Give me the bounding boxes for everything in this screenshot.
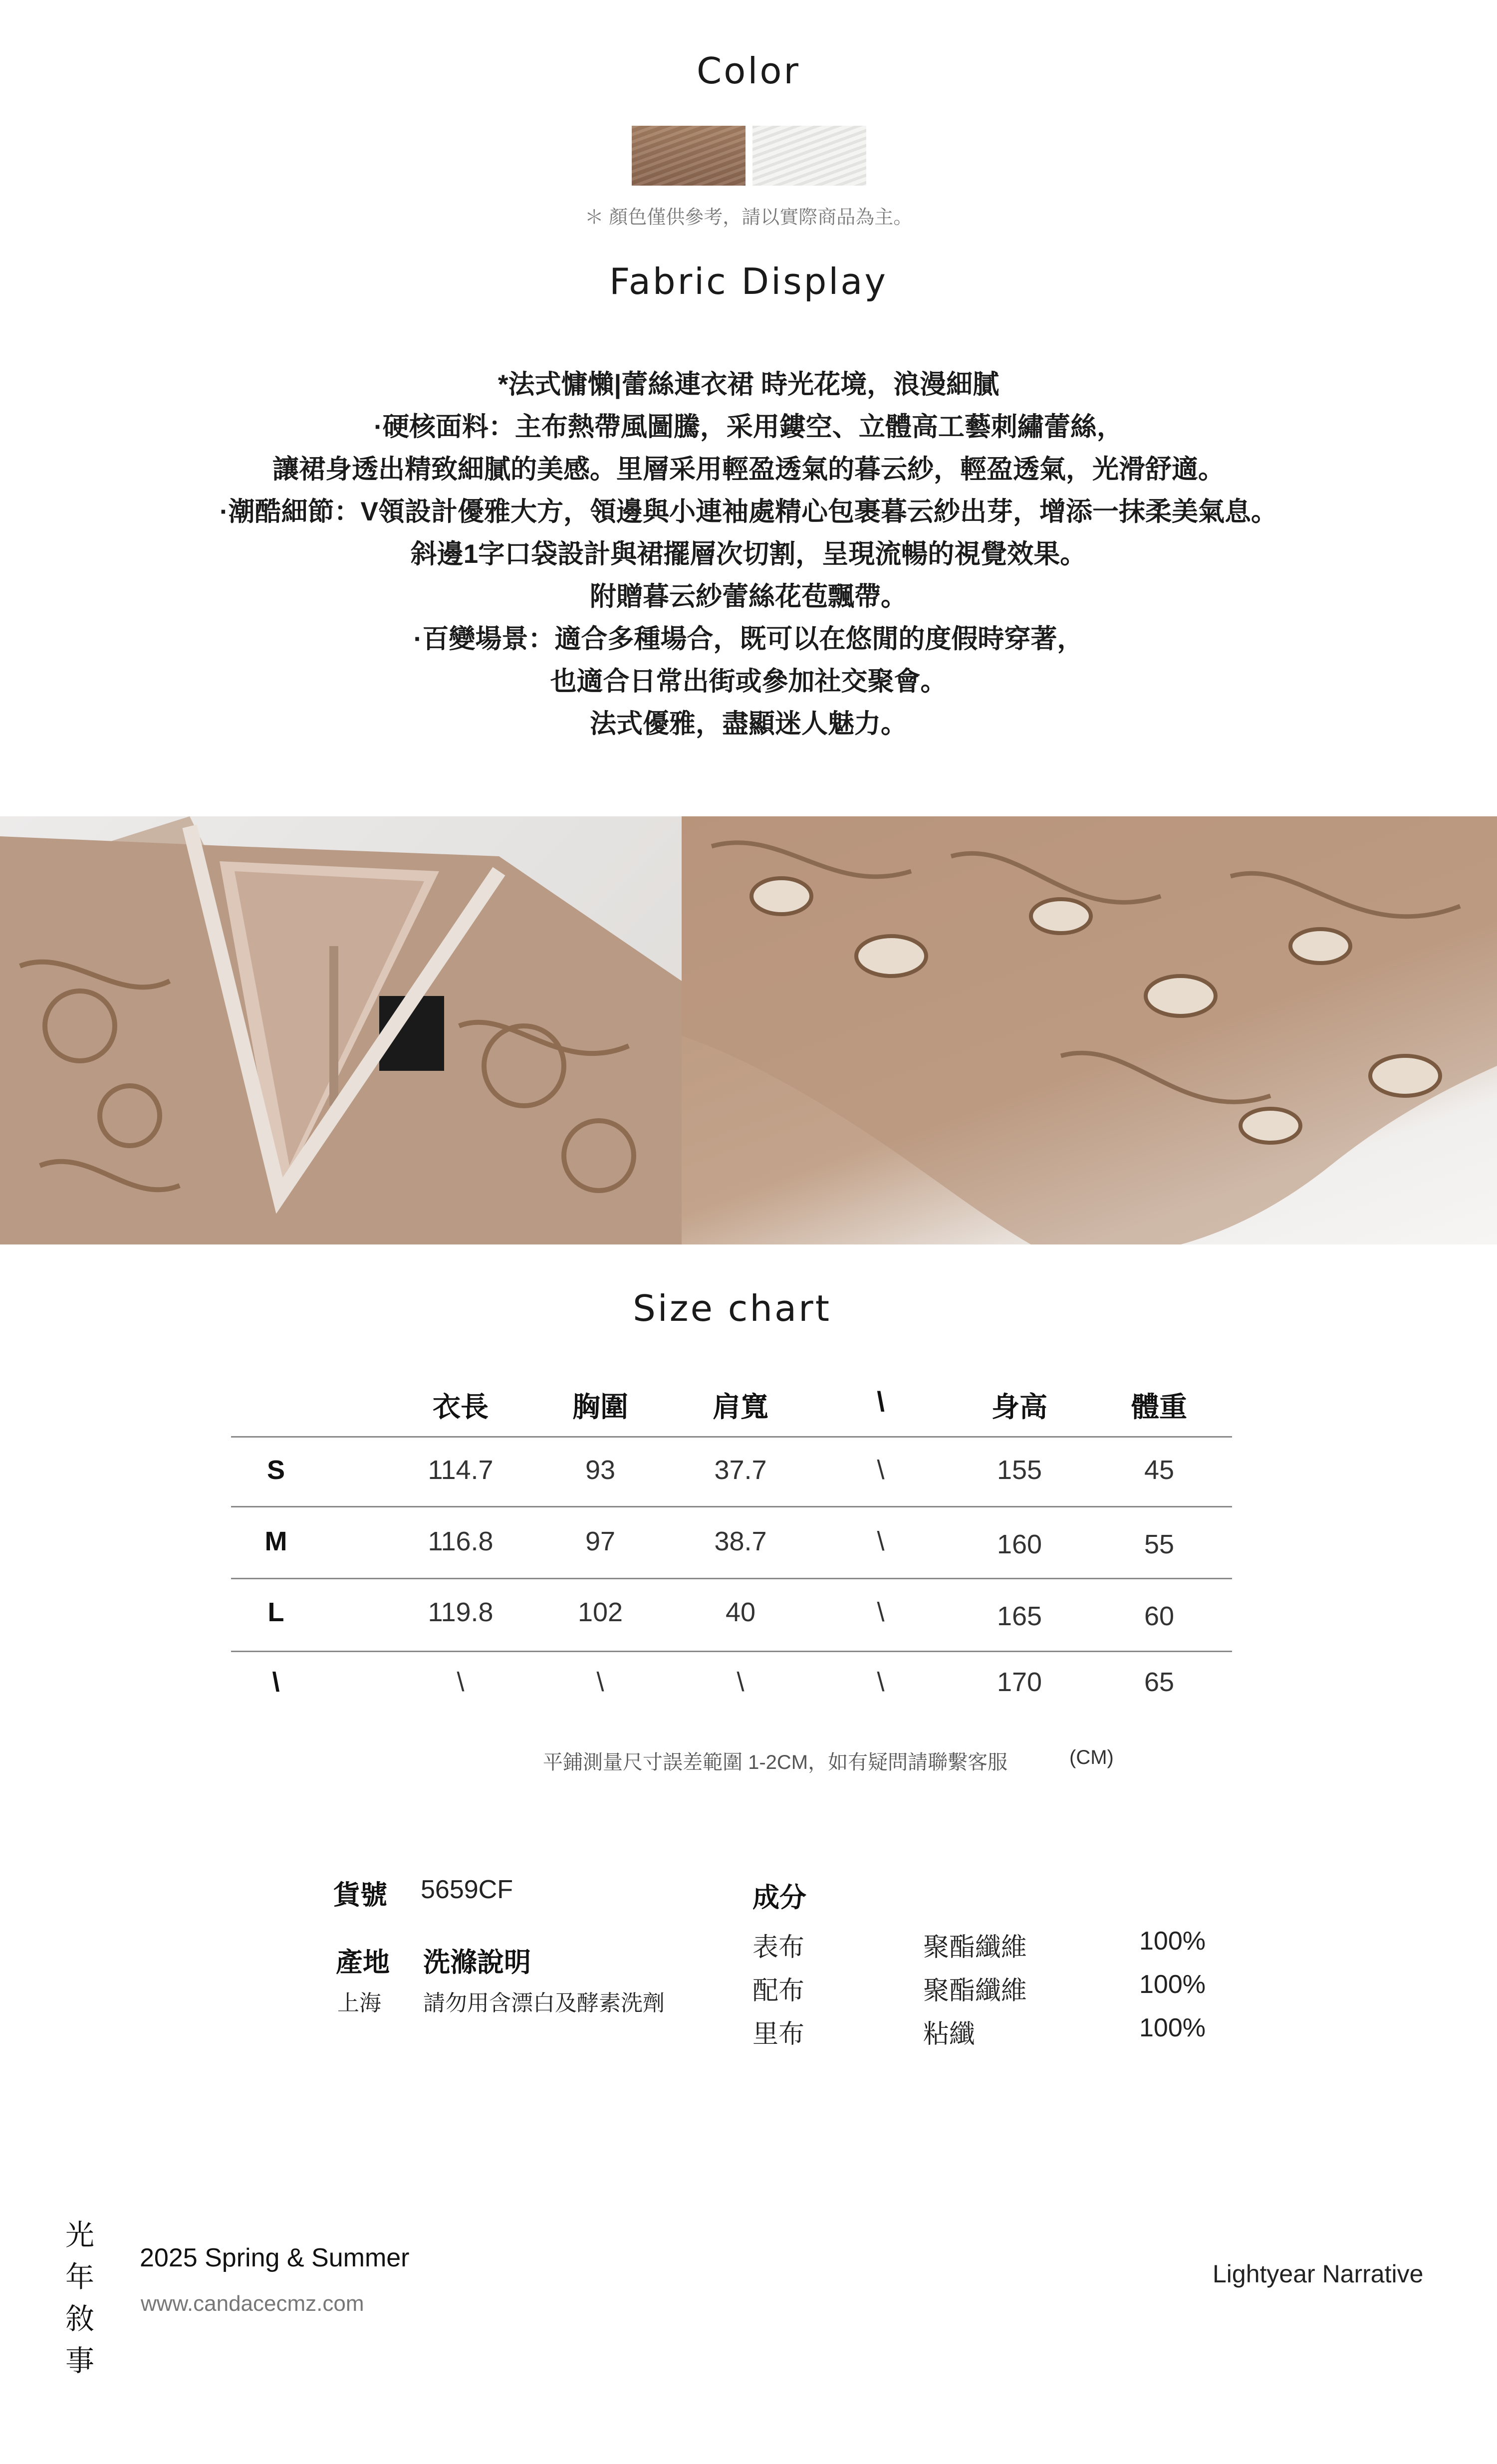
dress-neckline-photo [0, 816, 682, 1244]
dress-hem-photo [682, 816, 1497, 1244]
fabric-line: 也適合日常出街或參加社交聚會。 [550, 667, 947, 696]
size-cell: 65 [1144, 1667, 1175, 1697]
size-header: 體重 [1131, 1391, 1187, 1423]
composition-part: 里布 [752, 2020, 805, 2049]
size-cell: 38.7 [714, 1526, 767, 1556]
wash-label: 洗滌說明 [423, 1948, 531, 1977]
color-note: ＊ 顏色僅供參考，請以實際商品為主。 [584, 207, 913, 228]
size-header: 胸圍 [572, 1391, 628, 1423]
size-cell: 97 [585, 1526, 616, 1556]
size-cell: 170 [997, 1667, 1042, 1697]
size-label: \ [272, 1667, 280, 1697]
fabric-line: 讓裙身透出精致細膩的美感。里層采用輕盈透氣的暮云紗，輕盈透氣，光滑舒適。 [272, 455, 1225, 484]
color-swatch-white[interactable] [752, 126, 866, 186]
item-no-value: 5659CF [421, 1875, 513, 1904]
size-cell: \ [877, 1667, 885, 1697]
size-label: L [267, 1597, 284, 1627]
wash-value: 請勿用含漂白及酵素洗劑 [423, 1991, 665, 2015]
composition-label: 成分 [752, 1883, 806, 1913]
size-label: S [266, 1455, 285, 1485]
size-header: 肩寬 [713, 1391, 768, 1423]
size-cell: 37.7 [714, 1455, 767, 1485]
origin-label: 產地 [336, 1948, 390, 1977]
size-cell: 40 [725, 1597, 756, 1627]
fabric-line: *法式慵懶|蕾絲連衣裙 時光花境，浪漫細膩 [498, 370, 999, 399]
size-cell: 119.8 [428, 1597, 494, 1627]
origin-value: 上海 [337, 1991, 381, 2015]
fabric-description [0, 363, 1497, 745]
size-cell: \ [457, 1667, 465, 1697]
size-cell: 60 [1144, 1601, 1175, 1631]
fabric-line: ·百變場景：適合多種場合，既可以在悠閒的度假時穿著， [413, 624, 1084, 654]
brand-vertical-text [65, 2215, 95, 2382]
composition-part: 配布 [752, 1976, 805, 2005]
size-header: 衣長 [433, 1391, 489, 1423]
composition-material: 粘纖 [923, 2020, 976, 2049]
size-chart-note: 平鋪測量尺寸誤差範圍 1-2CM，如有疑問請聯繫客服 [543, 1751, 1008, 1773]
item-no-label: 貨號 [333, 1880, 387, 1910]
size-cell: \ [877, 1597, 885, 1627]
brand-char: 事 [65, 2345, 94, 2377]
size-cell: 165 [997, 1601, 1042, 1631]
fabric-line: 斜邊1字口袋設計與裙擺層次切割，呈現流暢的視覺效果。 [410, 539, 1087, 569]
color-swatch-taupe[interactable] [632, 126, 746, 186]
size-cell: 93 [585, 1455, 616, 1485]
fabric-line: 附贈暮云紗蕾絲花苞飄帶。 [590, 582, 907, 611]
fabric-line: ·潮酷細節：V領設計優雅大方，領邊與小連袖處精心包裹暮云紗出芽，增添一抹柔美氣息。 [220, 497, 1277, 526]
size-header: 身高 [992, 1391, 1047, 1423]
size-cell: \ [737, 1667, 745, 1697]
brand-char: 光 [65, 2219, 94, 2251]
size-cell: 155 [997, 1455, 1042, 1485]
size-cell: 55 [1144, 1529, 1175, 1559]
composition-percent: 100% [1139, 1927, 1206, 1956]
color-title: Color [697, 50, 800, 92]
size-chart-title: Size chart [633, 1287, 831, 1329]
size-cell: 45 [1144, 1455, 1175, 1485]
brand-char: 敘 [65, 2303, 94, 2335]
brand-char: 年 [65, 2261, 94, 2293]
size-cell: \ [877, 1455, 885, 1485]
table-divider [231, 1578, 1232, 1579]
website-link[interactable]: www.candacecmz.com [141, 2291, 364, 2316]
size-cell: \ [596, 1667, 604, 1697]
size-cell: 160 [997, 1529, 1042, 1559]
size-cell: 102 [577, 1597, 623, 1627]
composition-material: 聚酯纖維 [923, 1976, 1027, 2005]
composition-material: 聚酯纖維 [923, 1933, 1027, 1962]
size-chart-unit: (CM) [1069, 1746, 1114, 1768]
season-text: 2025 Spring & Summer [140, 2243, 410, 2272]
size-cell: \ [877, 1526, 885, 1556]
table-divider [231, 1506, 1232, 1507]
size-cell: 114.7 [428, 1455, 494, 1485]
table-divider [231, 1436, 1232, 1438]
fabric-line: ·硬核面料：主布熱帶風圖騰，采用鏤空、立體高工藝刺繡蕾絲， [374, 412, 1123, 442]
table-divider [231, 1651, 1232, 1652]
brand-english-name: Lightyear Narrative [1213, 2260, 1424, 2288]
fabric-line: 法式優雅，盡顯迷人魅力。 [590, 709, 907, 739]
size-header: \ [877, 1386, 885, 1417]
composition-percent: 100% [1139, 2013, 1206, 2042]
fabric-title: Fabric Display [609, 260, 888, 302]
size-label: M [264, 1526, 287, 1556]
composition-percent: 100% [1139, 1970, 1206, 1999]
composition-part: 表布 [752, 1933, 805, 1962]
size-cell: 116.8 [428, 1526, 494, 1556]
